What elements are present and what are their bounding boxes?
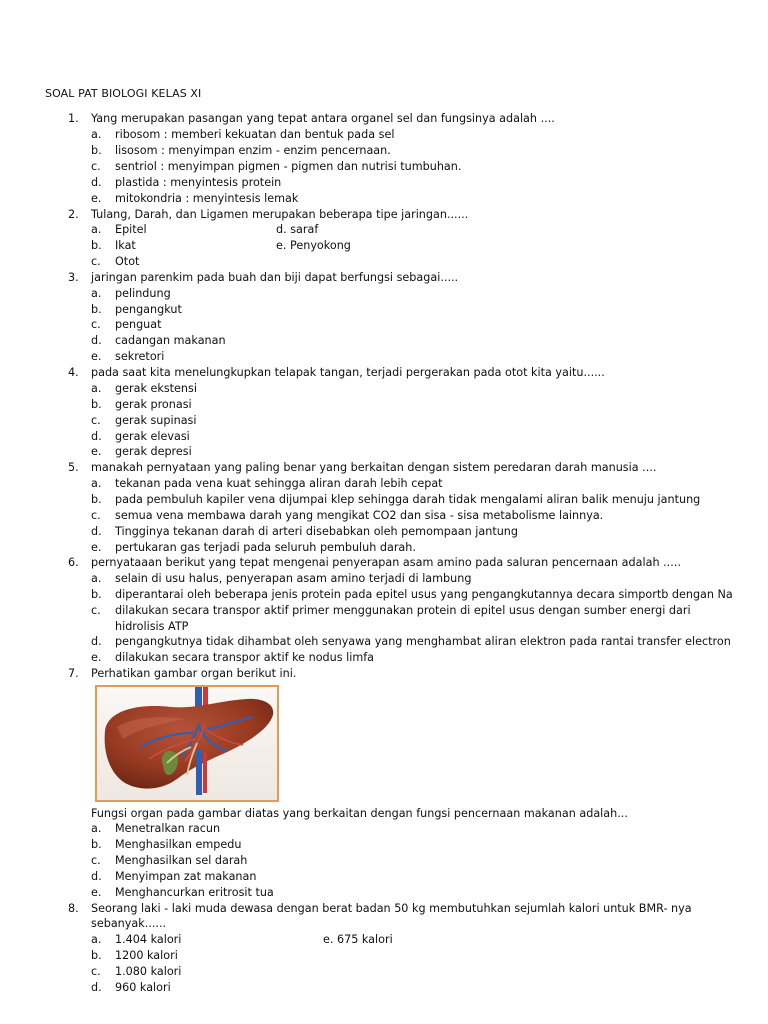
liver-figure: [95, 685, 279, 802]
option-letter: d.: [91, 430, 102, 443]
option-letter: b.: [91, 588, 102, 601]
option-text: penguat: [115, 318, 162, 331]
question-text: Fungsi organ pada gambar diatas yang berkaitan dengan fungsi pencernaan makanan adalah...: [91, 807, 628, 820]
option-text: 1.404 kalori: [115, 933, 182, 946]
option-letter: c.: [91, 160, 101, 173]
option-text: Tingginya tekanan darah di arteri disebabkan oleh pemompaan jantung: [115, 525, 518, 538]
option-letter: b.: [91, 493, 102, 506]
question-number: 5.: [68, 461, 79, 474]
option-text: plastida : menyintesis protein: [115, 176, 282, 189]
option-letter: c.: [91, 854, 101, 867]
option-letter: a.: [91, 287, 102, 300]
option-text: pengangkut: [115, 303, 182, 316]
option-text: selain di usu halus, penyerapan asam amino terjadi di lambung: [115, 572, 472, 585]
option-letter: c.: [91, 255, 101, 268]
option-letter: a.: [91, 382, 102, 395]
option-text: lisosom : menyimpan enzim - enzim pencernaan.: [115, 144, 391, 157]
option-text: 960 kalori: [115, 981, 171, 994]
option-letter: b.: [91, 239, 102, 252]
option-letter: b.: [91, 398, 102, 411]
question-number: 8.: [68, 902, 79, 915]
option-letter: e.: [91, 350, 102, 363]
option-letter: a.: [91, 933, 102, 946]
option-text: pengangkutnya tidak dihambat oleh senyawa yang menghambat aliran elektron pada rantai transfer electron: [115, 635, 731, 648]
option-text: pada pembuluh kapiler vena dijumpai klep sehingga darah tidak mengalami aliran balik menuju jantung: [115, 493, 701, 506]
option-text: Menghasilkan sel darah: [115, 854, 248, 867]
question-number: 4.: [68, 366, 79, 379]
option-letter: d.: [91, 525, 102, 538]
option-letter: d.: [91, 334, 102, 347]
question-text: Perhatikan gambar organ berikut ini.: [91, 667, 297, 680]
option-text: gerak pronasi: [115, 398, 192, 411]
option-text: sentriol : menyimpan pigmen - pigmen dan nutrisi tumbuhan.: [115, 160, 462, 173]
option-text: pelindung: [115, 287, 171, 300]
option-text: 1200 kalori: [115, 949, 178, 962]
option-text: gerak supinasi: [115, 414, 197, 427]
option-letter: e.: [91, 886, 102, 899]
option-8e: e. 675 kalori: [323, 933, 393, 946]
option-letter: a.: [91, 128, 102, 141]
option-text: Menyimpan zat makanan: [115, 870, 257, 883]
question-number: 7.: [68, 667, 79, 680]
question-text: sebanyak......: [91, 917, 167, 930]
option-letter: b.: [91, 303, 102, 316]
option-letter: d.: [91, 870, 102, 883]
option-text: Ikat: [115, 239, 136, 252]
question-text: pernyataaan berikut yang tepat mengenai penyerapan asam amino pada saluran pencernaan adalah .....: [91, 556, 681, 569]
option-text: Menghancurkan eritrosit tua: [115, 886, 274, 899]
option-letter: a.: [91, 822, 102, 835]
option-letter: d.: [91, 981, 102, 994]
option-text: cadangan makanan: [115, 334, 226, 347]
option-letter: c.: [91, 414, 101, 427]
option-letter: a.: [91, 572, 102, 585]
question-text: manakah pernyataan yang paling benar yang berkaitan dengan sistem peredaran darah manusia ....: [91, 461, 657, 474]
option-letter: c.: [91, 604, 101, 617]
option-text: mitokondria : menyintesis lemak: [115, 192, 299, 205]
document-title: SOAL PAT BIOLOGI KELAS XI: [45, 87, 202, 100]
option-letter: e.: [91, 541, 102, 554]
option-letter: b.: [91, 144, 102, 157]
option-letter: c.: [91, 509, 101, 522]
option-text: gerak ekstensi: [115, 382, 197, 395]
question-number: 1.: [68, 112, 79, 125]
option-letter: c.: [91, 318, 101, 331]
option-letter: e.: [91, 445, 102, 458]
option-letter: e.: [91, 651, 102, 664]
option-text: Menghasilkan empedu: [115, 838, 242, 851]
option-text: hidrolisis ATP: [115, 620, 189, 633]
option-2e: e. Penyokong: [276, 239, 351, 252]
option-letter: a.: [91, 477, 102, 490]
option-letter: d.: [91, 635, 102, 648]
liver-organ-illustration-icon: [97, 687, 277, 800]
option-text: 1.080 kalori: [115, 965, 182, 978]
option-2d: d. saraf: [276, 223, 319, 236]
option-text: Otot: [115, 255, 140, 268]
option-text: diperantarai oleh beberapa jenis protein pada epitel usus yang pengangkutannya decara simportb dengan Na: [115, 588, 733, 601]
option-text: pertukaran gas terjadi pada seluruh pembuluh darah.: [115, 541, 416, 554]
option-text: dilakukan secara transpor aktif primer menggunakan protein di epitel usus dengan sumber energi dari: [115, 604, 691, 617]
question-text: Seorang laki - laki muda dewasa dengan berat badan 50 kg membutuhkan sejumlah kalori untuk BMR- nya: [91, 902, 692, 915]
option-letter: d.: [91, 176, 102, 189]
option-text: Epitel: [115, 223, 147, 236]
option-text: sekretori: [115, 350, 165, 363]
question-text: jaringan parenkim pada buah dan biji dapat berfungsi sebagai.....: [91, 271, 459, 284]
option-letter: b.: [91, 838, 102, 851]
option-text: gerak depresi: [115, 445, 192, 458]
option-text: tekanan pada vena kuat sehingga aliran darah lebih cepat: [115, 477, 443, 490]
option-text: semua vena membawa darah yang mengikat CO2 dan sisa - sisa metabolisme lainnya.: [115, 509, 604, 522]
question-number: 3.: [68, 271, 79, 284]
option-letter: b.: [91, 949, 102, 962]
option-text: Menetralkan racun: [115, 822, 221, 835]
question-text: Yang merupakan pasangan yang tepat antara organel sel dan fungsinya adalah ....: [91, 112, 555, 125]
question-number: 6.: [68, 556, 79, 569]
option-letter: e.: [91, 192, 102, 205]
question-text: pada saat kita menelungkupkan telapak tangan, terjadi pergerakan pada otot kita yaitu......: [91, 366, 605, 379]
option-letter: c.: [91, 965, 101, 978]
option-letter: a.: [91, 223, 102, 236]
option-text: gerak elevasi: [115, 430, 190, 443]
question-number: 2.: [68, 208, 79, 221]
question-text: Tulang, Darah, dan Ligamen merupakan beberapa tipe jaringan......: [91, 208, 469, 221]
option-text: dilakukan secara transpor aktif ke nodus limfa: [115, 651, 375, 664]
option-text: ribosom : memberi kekuatan dan bentuk pada sel: [115, 128, 395, 141]
